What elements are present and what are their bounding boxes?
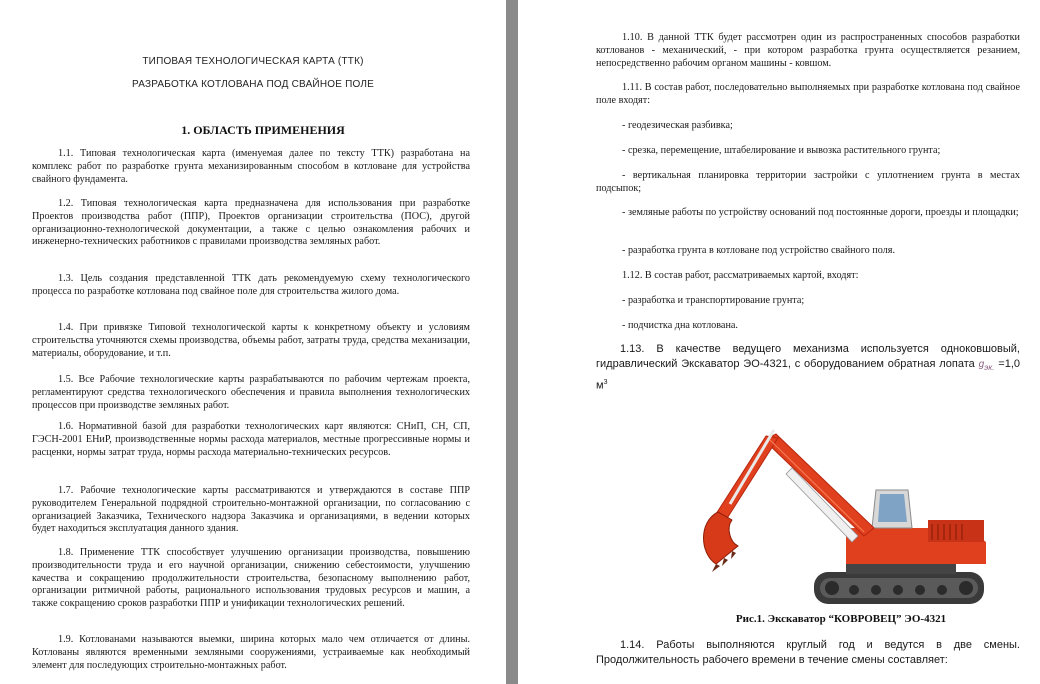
section-title: 1. ОБЛАСТЬ ПРИМЕНЕНИЯ [181,123,345,137]
paragraph-1-12: 1.12. В состав работ, рассматриваемых картой, входят: [622,270,859,281]
document-page-left [0,0,506,684]
excavator-boom [764,434,874,536]
list-item: - разработка и транспортирование грунта; [622,295,805,306]
doc-header-title: ТИПОВАЯ ТЕХНОЛОГИЧЕСКАЯ КАРТА (ТТК) [142,56,364,67]
bucket-capacity-exponent: 3 [603,379,608,386]
list-item: - срезка, перемещение, штабелирование и вывозка растительного грунта; [622,145,941,156]
document-page-right [518,0,1040,684]
boom-highlight [770,440,864,532]
paragraph-1-9: 1.9. Котлованами называются выемки, ширина которых мало чем отличается от длины. Котлованы являются временными земляными сооружениями, устраиваемые как необходимый элемент для последующих строительно-монтажных работ. [32,634,470,671]
paragraph-1-13-text: 1.13. В качестве ведущего механизма используется одноковшовый, гидравлический Экскаватор ЭО-4321, с оборудованием обратная лопата [596,343,1020,370]
paragraph-1-11: 1.11. В состав работ, последовательно выполняемых при разработке котлована под свайное поле входят: [596,82,1020,106]
bucket-capacity-subscript: эк. [984,362,995,372]
list-item: - вертикальная планировка территории застройки с уплотнением грунта в местах подсыпок; [596,170,1020,194]
doc-header-subtitle: РАЗРАБОТКА КОТЛОВАНА ПОД СВАЙНОЕ ПОЛЕ [132,79,374,90]
excavator-image [696,424,996,610]
paragraph-1-10: 1.10. В данной ТТК будет рассмотрен один из распространенных способов разработки котлованов - механический, - при котором разработка грунта осуществляется резанием, непосредственно рабочим органом машины - ковшом. [596,32,1020,69]
paragraph-1-2: 1.2. Типовая технологическая карта предназначена для использования при разработке Проектов производства работ (ППР), Проектов организации строительства (ПОС), другой организационно-технологической документации, а также с целью ознакомления рабочих и инженерно-технических работников с правилами производства земляных работ. [32,198,470,248]
bucket-capacity-value: =1,0 [998,358,1020,370]
paragraph-1-6: 1.6. Нормативной базой для разработки технологических карт являются: СНиП, СН, СП, ГЭСН-2001 ЕНиР, производственные нормы расхода материалов, местные прогрессивные нормы и расценки, нормы затрат труда, нормы расхода материально-технических ресурсов. [32,421,470,458]
figure-caption: Рис.1. Экскаватор “КОВРОВЕЦ” ЭО-4321 [735,613,947,625]
paragraph-1-13 [596,342,1020,394]
paragraph-1-7: 1.7. Рабочие технологические карты рассматриваются и утверждаются в составе ППР руководителем Генеральной подрядной строительно-монтажной организации, по согласованию с организацией Заказчика, Технического надзора Заказчика и организациями, в ведении которых будет находиться эксплуатация данного здания. [32,485,470,535]
page-divider [506,0,518,684]
bucket-capacity-unit: м [596,379,604,392]
bucket-capacity-symbol: $g_{эк.}$ [978,359,995,372]
paragraph-1-8: 1.8. Применение ТТК способствует улучшению организации производства, повышению производительности труда и его научной организации, снижению себестоимости, улучшению качества и сокращению продолжительности строительства, безопасному выполнению работ, организации ритмичной работы, рационального использования трудовых ресурсов и машин, а также сокращению сроков разработки ППР и унификации технологических решений. [32,547,470,610]
paragraph-1-5: 1.5. Все Рабочие технологические карты разрабатываются по рабочим чертежам проекта, регламентируют средства технологического обеспечения и правила выполнения технологических процессов при производстве земляных работ. [32,374,470,411]
paragraph-1-14: 1.14. Работы выполняются круглый год и ведутся в две смены. Продолжительность рабочего времени в течение смены составляет: [596,639,1020,666]
paragraph-1-3: 1.3. Цель создания представленной ТТК дать рекомендуемую схему технологического процесса по разработке котлована под свайное поле для строительства жилого дома. [32,273,470,297]
list-item: - земляные работы по устройству оснований под постоянные дороги, проезды и площадки; [622,207,1019,218]
list-item: - подчистка дна котлована. [622,320,738,331]
paragraph-1-4: 1.4. При привязке Типовой технологической карты к конкретному объекту и условиям строительства уточняются схемы производства, объемы работ, затраты труда, средства механизации, материалы, оборудование, и т.п. [32,322,470,359]
list-item: - геодезическая разбивка; [622,120,733,131]
list-item: - разработка грунта в котловане под устройство свайного поля. [622,245,896,256]
paragraph-1-1: 1.1. Типовая технологическая карта (именуемая далее по тексту ТТК) разработана на комплекс работ по разработке грунта механизированным способом в котловане для устройства свайного фундамента. [32,148,470,185]
excavator-cab-window [878,494,907,522]
excavator-stick-cylinder [730,430,774,504]
